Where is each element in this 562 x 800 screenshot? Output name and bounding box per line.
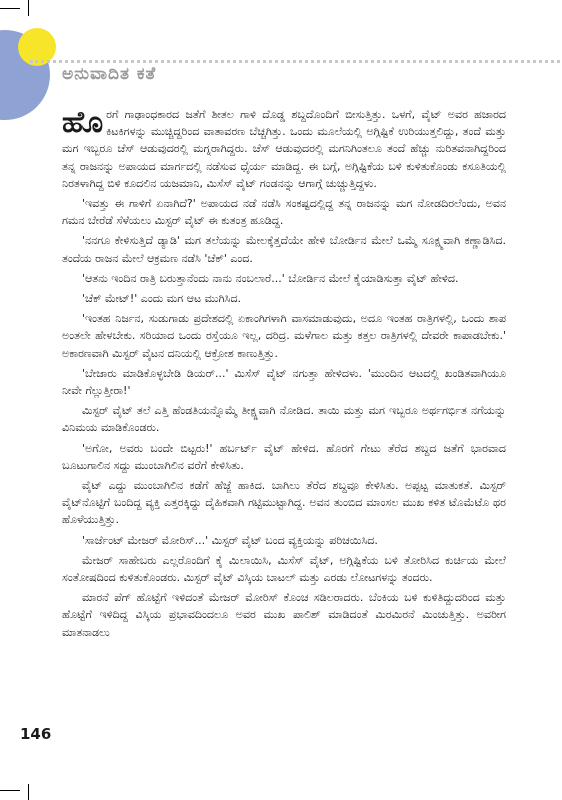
paragraph: 'ಬೇಜಾರು ಮಾಡಿಕೊಳ್ಳಬೇಡಿ ಡಿಯರ್...' ಮಿಸೆಸ್ ವೈಟ್ ನಗುತ್ತಾ ಹೇಳಿದಳು. 'ಮುಂದಿನ ಆಟದಲ್ಲಿ ಖಂಡಿತವಾಗಿಯೂ ನೀವೇ ಗೆಲ್ಲುತ್ತೀರಾ!'	[62, 366, 506, 398]
paragraph: 'ಚೆಕ್ ಮೇಟ್!' ಎಂದು ಮಗ ಆಟ ಮುಗಿಸಿದ.	[82, 292, 242, 306]
paragraph: ಮಿಸ್ಟರ್ ವೈಟ್ ತಲೆ ಎತ್ತಿ ಹೆಂಡತಿಯನ್ನೊಮ್ಮೆ ತೀಕ್ಷ್ಣವಾಗಿ ನೋಡಿದ. ತಾಯಿ ಮತ್ತು ಮಗ ಇಬ್ಬರೂ ಅರ್ಥಗರ್ಭಿತ ನಗೆಯನ್ನು ವಿನಿಮಯ ಮಾಡಿಕೊಂಡರು.	[62, 404, 506, 435]
paragraph: 'ಅಗೋ, ಅವರು ಬಂದೇ ಬಿಟ್ಟರು!' ಹರ್ಬರ್ಟ್ ವೈಟ್ ಹೇಳಿದ. ಹೊರಗೆ ಗೇಟು ತೆರೆದ ಶಬ್ದದ ಜತೆಗೆ ಭಾರವಾದ ಬೂಟುಗಾಲಿನ ಸದ್ದು ಮುಂಬಾಗಿಲಿನ ವರೆಗೆ ಕೇಳಿಸಿತು.	[62, 441, 506, 472]
paragraph: 'ನನಗೂ ಕೇಳಿಸುತ್ತಿದೆ ಡ್ಯಾಡಿ' ಮಗ ತಲೆಯನ್ನು ಮೇಲಕ್ಕೆತ್ತದೆಯೇ ಹೇಳಿ ಬೋರ್ಡಿನ ಮೇಲೆ ಒಮ್ಮೆ ಸೂಕ್ಷ್ಮವಾಗಿ ಕಣ್ಣಾಡಿಸಿದ. ತಂದೆಯ ರಾಜನ ಮೇಲೆ ಆಕ್ರಮಣ ನಡೆಸಿ 'ಚೆಕ್' ಎಂದ.	[62, 234, 506, 265]
paragraph: ಹೊರಗೆ ಗಾಢಾಂಧಕಾರದ ಜತೆಗೆ ಶೀತಲ ಗಾಳಿ ದೊಡ್ಡ ಶಬ್ದದೊಂದಿಗೆ ಬೀಸುತ್ತಿತ್ತು. ಒಳಗೆ, ವೈಟ್ ಅವರ ಹಜಾರದ ಕಿಟಕಿಗಳನ್ನು ಮುಚ್ಚಿದ್ದರಿಂದ ವಾತಾವರಣ ಬೆಚ್ಚಗಿತ್ತು. ಒಂದು ಮೂಲೆಯಲ್ಲಿ ಅಗ್ಗಿಷ್ಟಿಕೆ ಉರಿಯುತ್ತಲಿದ್ದು, ತಂದೆ ಮತ್ತು ಮಗ ಇಬ್ಬರೂ ಚೆಸ್ ಆಡುವುದರಲ್ಲಿ ಮಗ್ನರಾಗಿದ್ದರು. ಚೆಸ್ ಆಡುವುದರಲ್ಲಿ ಮಗನಿಗಿಂತಲೂ ತಂದೆ ಹೆಚ್ಚು ನುರಿತವನಾಗಿದ್ದರಿಂದ ತನ್ನ ರಾಜನನ್ನು ಅಪಾಯದ ಮಾರ್ಗದಲ್ಲಿ ನಡೆಸುವ ಧೈರ್ಯ ಮಾಡಿದ್ದ. ಈ ಬಗ್ಗೆ, ಅಗ್ಗಿಷ್ಟಿಕೆಯ ಬಳಿ ಕುಳಿತುಕೊಂಡು ಕಸೂತಿಯಲ್ಲಿ ನಿರತಳಾಗಿದ್ದ ಬಿಳಿ ಕೂದಲಿನ ಯಜಮಾನಿ, ಮಿಸೆಸ್ ವೈಟ್ ಗಂಡನನ್ನು ಆಗಾಗ್ಗೆ ಚುಚ್ಚುತ್ತಿದ್ದಳು.	[62, 105, 506, 190]
drop-cap: ಹೊ	[62, 105, 104, 140]
crop-mark	[0, 8, 20, 9]
paragraph: ಮಾರನೆ ಪೆಗ್ ಹೊಟ್ಟೆಗೆ ಇಳಿದಂತೆ ಮೇಜರ್ ಮೋರಿಸ್ ಕೊಂಚ ಸಡಿಲರಾದರು. ಬೆಂಕಿಯ ಬಳಿ ಕುಳಿತಿದ್ದುದರಿಂದ ಮತ್ತು ಹೊಟ್ಟೆಗೆ ಇಳಿದಿದ್ದ ವಿಸ್ಕಿಯ ಪ್ರಭಾವದಿಂದಲೂ ಅವರ ಮುಖ ಪಾಲಿಶ್ ಮಾಡಿದಂತೆ ಮಿರಮಿರನೆ ಮಿಂಚುತ್ತಿತ್ತು. ಅವರೀಗ ಮಾತನಾಡಲು	[62, 591, 506, 639]
paragraph: 'ಇಂತಹ ನಿರ್ಜನ, ಸುಡುಗಾಡು ಪ್ರದೇಶದಲ್ಲಿ ಏಕಾಂಗಿಗಳಾಗಿ ವಾಸಮಾಡುವುದು, ಅದೂ ಇಂತಹ ರಾತ್ರಿಗಳಲ್ಲಿ, ಒಂದು ಶಾಪ ಅಂತಲೇ ಹೇಳಬೇಕು. ಸರಿಯಾದ ಒಂದು ರಸ್ತೆಯೂ ಇಲ್ಲ, ದರಿದ್ರ. ಮಳೆಗಾಲ ಮತ್ತು ಕತ್ತಲ ರಾತ್ರಿಗಳಲ್ಲಿ ದೇವರೇ ಕಾಪಾಡಬೇಕು.' ಅಕಾರಣವಾಗಿ ಮಿಸ್ಟರ್ ವೈಟನ ದನಿಯಲ್ಲಿ ಆಕ್ರೋಶ ಕಾಣುತ್ತಿತ್ತು.	[62, 312, 506, 360]
paragraph: 'ಆತನು ಇಂದಿನ ರಾತ್ರಿ ಬರುತ್ತಾನೆಂದು ನಾನು ನಂಬಲಾರೆ...' ಬೋರ್ಡಿನ ಮೇಲೆ ಕೈಯಾಡಿಸುತ್ತಾ ವೈಟ್ ಹೇಳಿದ.	[82, 271, 459, 285]
paragraph: 'ಸಾರ್ಜೆಂಟ್ ಮೇಜರ್ ಮೋರಿಸ್...' ಮಿಸ್ಟರ್ ವೈಟ್ ಬಂದ ವ್ಯಕ್ತಿಯನ್ನು ಪರಿಚಯಿಸಿದ.	[82, 533, 378, 547]
paragraph: 'ಇವತ್ತು ಈ ಗಾಳಿಗೆ ಏನಾಗಿದೆ?' ಅಪಾಯದ ನಡೆ ನಡೆಸಿ ಸಂಕಷ್ಟದಲ್ಲಿದ್ದ ತನ್ನ ರಾಜನನ್ನು ಮಗ ನೋಡದಿರಲೆಂದು, ಅವನ ಗಮನ ಬೇರೆಡೆ ಸೆಳೆಯಲು ಮಿಸ್ಟರ್ ವೈಟ್ ಈ ಕುತಂತ್ರ ಹೂಡಿದ್ದ.	[62, 197, 506, 228]
article-body	[62, 106, 506, 644]
header-dotted-rule	[30, 60, 560, 63]
crop-mark	[28, 784, 29, 800]
paragraph: ವೈಟ್ ಎದ್ದು ಮುಂಬಾಗಿಲಿನ ಕಡೆಗೆ ಹೆಜ್ಜೆ ಹಾಕಿದ. ಬಾಗಿಲು ತೆರೆದ ಶಬ್ದವೂ ಕೇಳಿಸಿತು. ಅಪ್ಪಟ್ಟ ಮಾತುಕತೆ. ಮಿಸ್ಟರ್ ವೈಟ್‌ನೊಟ್ಟಿಗೆ ಬಂದಿದ್ದ ವ್ಯಕ್ತಿ ಎತ್ತರಕ್ಕಿದ್ದು ದೈಹಿಕವಾಗಿ ಗಟ್ಟಿಮುಟ್ಟಾಗಿದ್ದ. ಅವನ ತುಂಬಿದ ಮಾಂಸಲ ಮುಖ ಕಳಿತ ಟೊಮೆಟೊ ಥರ ಹೊಳೆಯುತ್ತಿತ್ತು.	[62, 479, 506, 527]
crop-mark	[0, 790, 20, 791]
paragraph: ಮೇಜರ್ ಸಾಹೇಬರು ಎಲ್ಲರೊಂದಿಗೆ ಕೈ ಮಿಲಾಯಿಸಿ, ಮಿಸೆಸ್ ವೈಟ್, ಅಗ್ಗಿಷ್ಟಿಕೆಯ ಬಳಿ ತೋರಿಸಿದ ಕುರ್ಚಿಯ ಮೇಲೆ ಸಂತೋಷದಿಂದ ಕುಳಿತುಕೊಂಡರು. ಮಿಸ್ಟರ್ ವೈಟ್ ವಿಸ್ಕಿಯ ಬಾಟಲ್ ಮತ್ತು ಎರಡು ಲೋಟಗಳನ್ನು ತಂದರು.	[62, 553, 506, 585]
crop-mark	[28, 0, 29, 16]
section-title: ಅನುವಾದಿತ ಕತೆ	[62, 64, 157, 84]
page-number: 146	[20, 725, 52, 743]
